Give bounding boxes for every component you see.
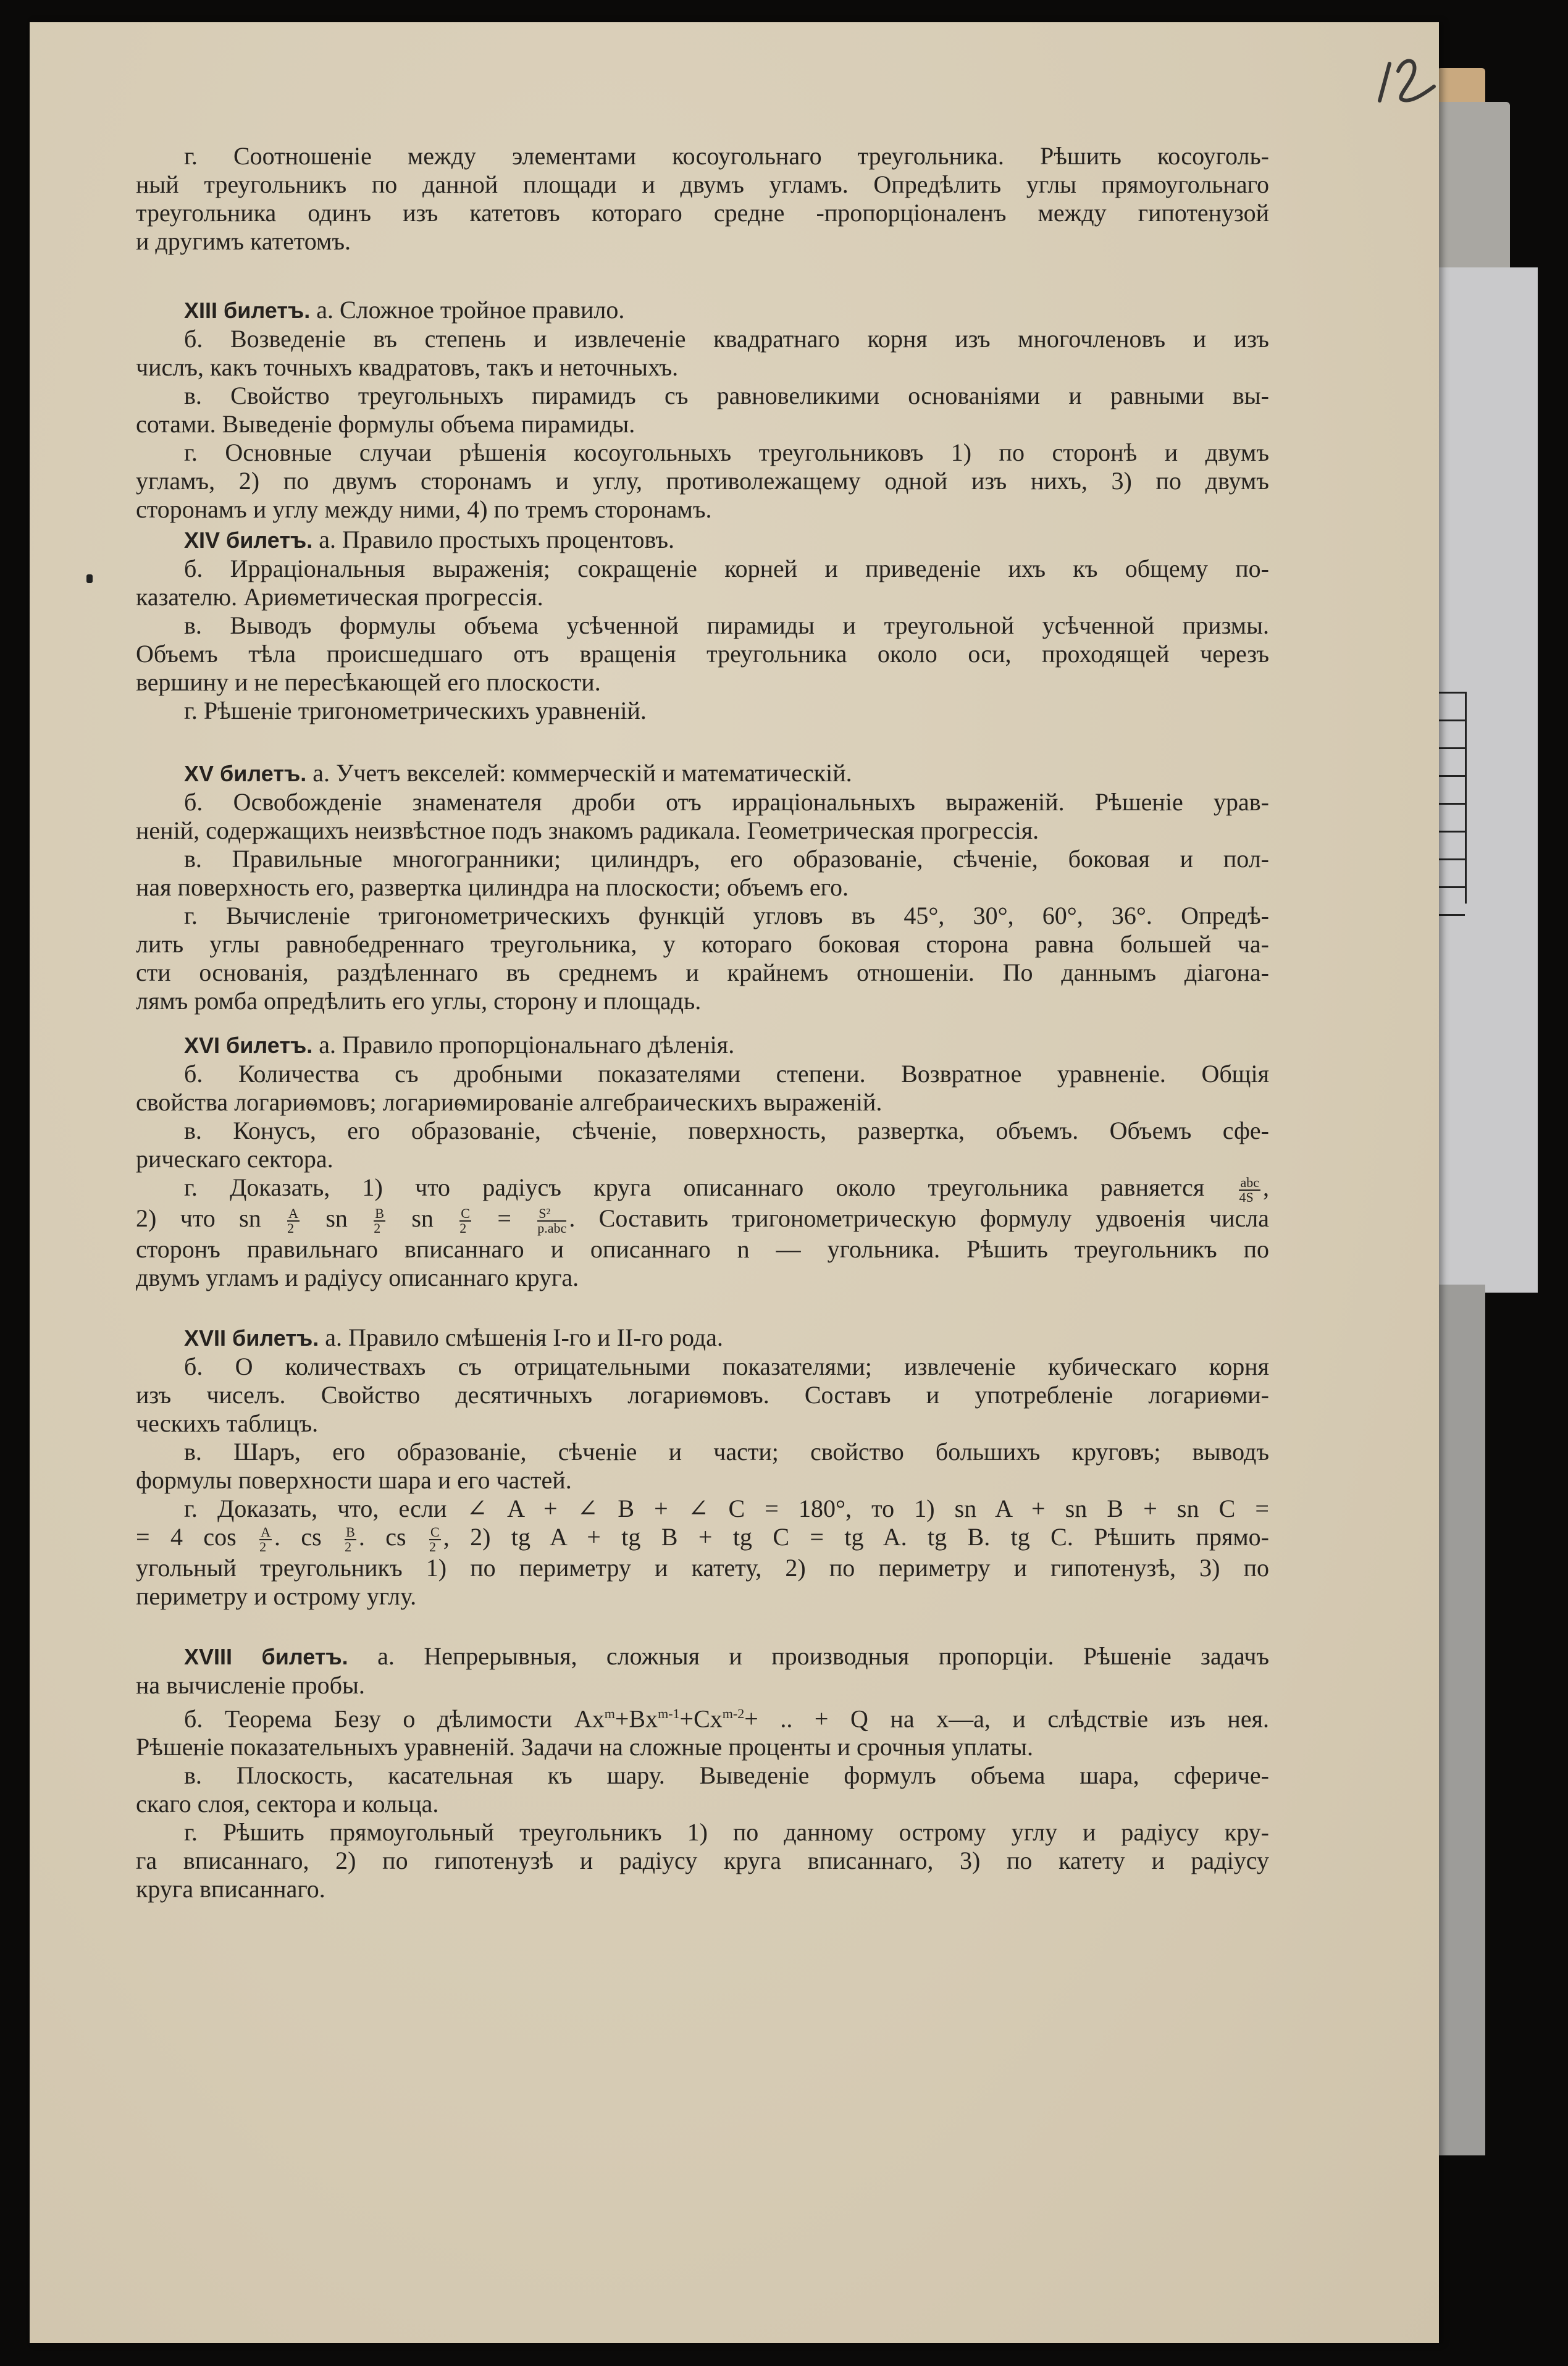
- text-line: в. Конусъ, его образованiе, сѣченiе, поверхность, развертка, объемъ. Объемъ сфе-: [184, 1117, 1269, 1144]
- text-line: б. Иррацiональныя выраженiя; сокращенiе корней и приведенiе ихъ къ общему по-: [184, 555, 1269, 582]
- text-line: б. Возведенiе въ степень и извлеченiе квадратнаго корня изъ многочленовъ и изъ: [184, 325, 1269, 353]
- text-line: и другимъ катетомъ.: [136, 227, 351, 255]
- exponent: m-2: [722, 1706, 745, 1721]
- text-line: ный треугольникъ по данной площади и двумъ угламъ. Опредѣлить углы прямоугольнаго: [136, 170, 1269, 198]
- numerator: C: [430, 1524, 440, 1540]
- text-line: г. Доказать, что, если ∠ A + ∠ B + ∠ C = 180°, то 1) sn A + sn B + sn C =: [184, 1495, 1269, 1522]
- back-sheet-gray: [1439, 102, 1510, 275]
- binding-mark: [86, 574, 93, 583]
- text-line: рическаго сектора.: [136, 1145, 333, 1173]
- numerator: S²: [537, 1207, 566, 1222]
- numerator: B: [375, 1205, 384, 1221]
- ticket-section: [136, 1031, 1269, 1292]
- text-line: угольный треугольникъ 1) по периметру и катету, 2) по периметру и гипотенузѣ, 3) по: [136, 1553, 1269, 1582]
- fraction: [374, 1207, 385, 1235]
- text-line: [136, 526, 1269, 555]
- text-line: свойства логариѳмовъ; логариѳмированiе алгебраическихъ выраженiй.: [136, 1088, 883, 1116]
- numerator: abc: [1240, 1174, 1259, 1190]
- text-line: сти основанiя, раздѣленнаго въ среднемъ и крайнемъ отношенiи. По даннымъ дiагона-: [136, 959, 1269, 986]
- text-line: [136, 1031, 1269, 1060]
- text-line: [136, 1204, 1269, 1235]
- text-line: г. Рѣшенiе тригонометрическихъ уравненiй.: [184, 697, 647, 724]
- text-line: сторонамъ и углу между ними, 4) по тремъ сторонамъ.: [136, 495, 712, 523]
- text-line: [136, 759, 1269, 788]
- numerator: C: [461, 1205, 470, 1221]
- denominator: 2: [459, 1220, 467, 1236]
- ticket-section: [136, 142, 1269, 256]
- text-line: вершину и не пересѣкающей его плоскости.: [136, 668, 601, 696]
- ticket-heading: XVII билетъ.: [184, 1325, 319, 1351]
- text-line: Рѣшенiе показательныхъ уравненiй. Задачи на сложные проценты и срочныя уплаты.: [136, 1733, 1033, 1761]
- text-line: сторонъ правильнаго вписаннаго и описаннаго n — угольника. Рѣшить треугольникъ по: [136, 1235, 1269, 1263]
- text-line: в. Выводъ формулы объема усѣченной пирамиды и треугольной усѣченной призмы.: [184, 611, 1269, 639]
- denominator: 2: [429, 1538, 437, 1554]
- denominator: 2: [345, 1538, 352, 1554]
- text-line: [136, 1324, 1269, 1353]
- text-run: 2) что sn: [136, 1204, 285, 1232]
- text-line: угламъ, 2) по двумъ сторонамъ и углу, противолежащему одной изъ нихъ, 3) по двумъ: [136, 467, 1269, 495]
- ticket-section: [136, 526, 1269, 725]
- text-line: б. Количества съ дробными показателями степени. Возвратное уравненiе. Общiя: [184, 1060, 1269, 1088]
- text-line: числъ, какъ точныхъ квадратовъ, такъ и неточныхъ.: [136, 353, 679, 381]
- fraction: [537, 1207, 566, 1235]
- denominator: p.abc: [537, 1220, 567, 1236]
- text-line: [136, 1700, 1269, 1733]
- text-run: а. Сложное тройное правило.: [310, 296, 625, 324]
- text-run: sn: [387, 1204, 458, 1232]
- text-line: периметру и острому углу.: [136, 1582, 417, 1610]
- text-line: на вычисленiе пробы.: [136, 1671, 365, 1699]
- text-run: . cs: [274, 1523, 343, 1551]
- ticket-section: [136, 759, 1269, 1015]
- denominator: 2: [287, 1220, 295, 1236]
- text-line: г. Основные случаи рѣшенiя косоугольныхъ треугольниковъ 1) по сторонѣ и двумъ: [184, 438, 1269, 466]
- text-line: треугольника одинъ изъ катетовъ котораго средне -пропорцiоналенъ между гипотенузой: [136, 199, 1269, 227]
- text-line: г. Рѣшить прямоугольный треугольникъ 1) по данному острому углу и радiусу кру-: [184, 1818, 1269, 1847]
- text-run: +Bx: [614, 1705, 658, 1733]
- text-run: а. Непрерывныя, сложныя и производныя пропорцiи. Рѣшенiе задачъ: [348, 1642, 1270, 1670]
- text-line: [136, 296, 1269, 325]
- text-line: ная поверхность его, развертка цилиндра на плоскости; объемъ его.: [136, 873, 849, 901]
- text-line: [136, 1173, 1269, 1204]
- ticket-heading: XVIII билетъ.: [184, 1644, 348, 1669]
- text-run: . Составить тригонометрическую формулу удвоенiя числа: [569, 1204, 1269, 1232]
- fraction: [459, 1207, 471, 1235]
- text-line: [136, 1642, 1269, 1671]
- text-line: лить углы равнобедреннаго треугольника, у котораго боковая сторона равна большей ча-: [136, 930, 1269, 958]
- text-line: б. О количествахъ съ отрицательными показателями; извлеченiе кубическаго корня: [184, 1353, 1269, 1380]
- text-line: двумъ угламъ и радiусу описаннаго круга.: [136, 1263, 579, 1291]
- text-line: г. Соотношенiе между элементами косоугольнаго треугольника. Рѣшить косоуголь-: [184, 142, 1269, 170]
- text-run: а. Учетъ векселей: коммерческiй и математическiй.: [306, 759, 852, 787]
- numerator: A: [261, 1524, 271, 1540]
- text-run: б. Теорема Безу о дѣлимости Ax: [184, 1705, 605, 1733]
- text-line: скаго слоя, сектора и кольца.: [136, 1790, 439, 1818]
- text-line: Объемъ тѣла происшедшаго отъ вращенiя треугольника около оси, проходящей черезъ: [136, 640, 1269, 668]
- handwritten-page-number: [1372, 52, 1440, 108]
- text-run: . cs: [358, 1523, 427, 1551]
- text-run: а. Правило пропорцiональнаго дѣленiя.: [312, 1031, 735, 1059]
- text-line: в. Свойство треугольныхъ пирамидъ съ равновеликими основанiями и равными вы-: [184, 382, 1269, 409]
- text-run: , 2) tg A + tg B + tg C = tg A. tg B. tg C. Рѣшить прямо-: [443, 1523, 1269, 1551]
- text-run: + .. + Q на x—a, и слѣдствiе изъ нея.: [744, 1705, 1269, 1733]
- text-line: лямъ ромба опредѣлить его углы, сторону и площадь.: [136, 987, 702, 1015]
- ticket-heading: XIII билетъ.: [184, 298, 311, 323]
- back-sheet-tab: [1437, 68, 1485, 105]
- text-line: га вписаннаго, 2) по гипотенузѣ и радiусу круга вписаннаго, 3) по катету и радiусу: [136, 1847, 1269, 1875]
- text-line: б. Освобожденiе знаменателя дроби отъ иррацiональныхъ выраженiй. Рѣшенiе урав-: [184, 788, 1269, 816]
- fraction: [345, 1525, 356, 1554]
- ticket-heading: XV билетъ.: [184, 761, 307, 786]
- text-run: ,: [1263, 1173, 1269, 1201]
- text-line: формулы поверхности шара и его частей.: [136, 1466, 572, 1494]
- text-line: [136, 1523, 1269, 1554]
- fraction: [1239, 1176, 1260, 1204]
- text-line: круга вписаннаго.: [136, 1875, 325, 1903]
- text-line: в. Правильные многогранники; цилиндръ, его образованiе, сѣченiе, боковая и пол-: [184, 845, 1269, 873]
- denominator: 2: [374, 1220, 381, 1236]
- text-line: изъ чиселъ. Свойство десятичныхъ логариѳмовъ. Составъ и употребленiе логариѳми-: [136, 1381, 1269, 1409]
- text-run: г. Доказать, 1) что радiусъ круга описаннаго около треугольника равняется: [184, 1173, 1237, 1201]
- text-line: в. Плоскость, касательная къ шару. Выведенiе формулъ объема шара, сфериче-: [184, 1761, 1269, 1790]
- text-run: а. Правило простыхъ процентовъ.: [312, 526, 675, 553]
- ticket-section: [136, 1324, 1269, 1611]
- fraction: [429, 1525, 441, 1554]
- exponent: m-1: [658, 1706, 680, 1721]
- fraction: [259, 1525, 272, 1554]
- text-run: а. Правило смѣшенiя I-го и II-го рода.: [319, 1324, 723, 1351]
- text-line: ненiй, содержащихъ неизвѣстное подъ знакомъ радикала. Геометрическая прогрессiя.: [136, 816, 1039, 844]
- text-run: = 4 cos: [136, 1523, 258, 1551]
- text-run: =: [473, 1204, 535, 1232]
- denominator: 2: [259, 1538, 267, 1554]
- denominator: 4S: [1239, 1189, 1254, 1205]
- text-run: sn: [301, 1204, 372, 1232]
- ticket-section: [136, 1642, 1269, 1903]
- ticket-heading: XVI билетъ.: [184, 1033, 313, 1058]
- text-line: в. Шаръ, его образованiе, сѣченiе и части; свойство большихъ круговъ; выводъ: [184, 1438, 1269, 1466]
- exponent: m: [604, 1706, 615, 1721]
- text-run: +Cx: [679, 1705, 723, 1733]
- numerator: B: [346, 1524, 355, 1540]
- fraction: [287, 1207, 300, 1235]
- numerator: A: [288, 1205, 298, 1221]
- ticket-heading: XIV билетъ.: [184, 527, 313, 553]
- text-line: ческихъ таблицъ.: [136, 1409, 319, 1437]
- text-line: казателю. Ариѳметическая прогрессiя.: [136, 583, 543, 611]
- text-line: г. Вычисленiе тригонометрическихъ функцiй угловъ въ 45°, 30°, 60°, 36°. Опредѣ-: [184, 902, 1269, 929]
- ticket-section: [136, 296, 1269, 524]
- text-line: сотами. Выведенiе формулы объема пирамиды.: [136, 410, 635, 438]
